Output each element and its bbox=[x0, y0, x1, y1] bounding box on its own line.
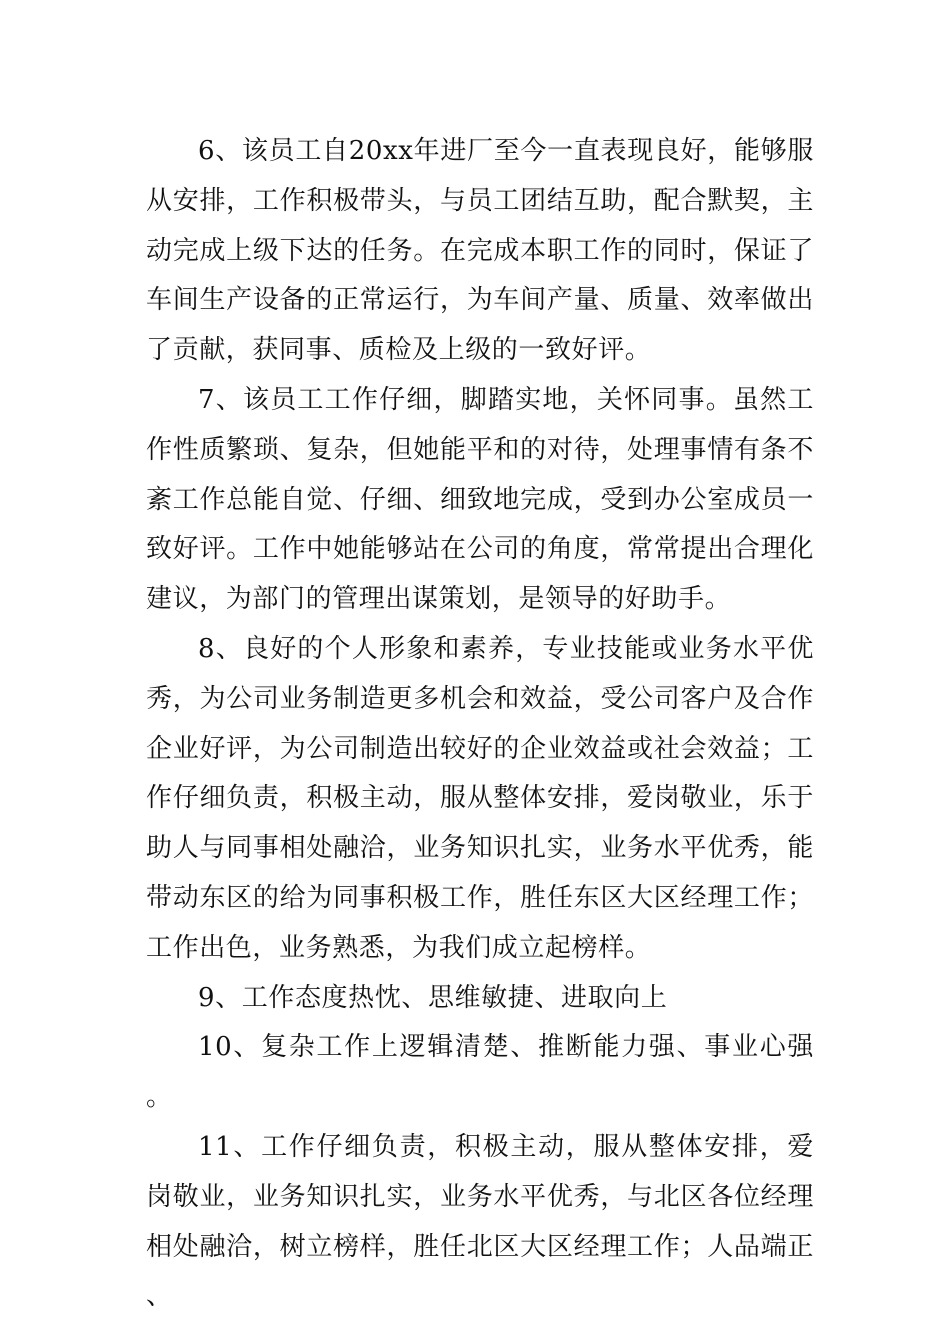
paragraph-8: 8、良好的个人形象和素养，专业技能或业务水平优秀，为公司业务制造更多机会和效益，受公司客户及合作企业好评，为公司制造出较好的企业效益或社会效益；工作仔细负责，积极主动，服从整体安排，爱岗敬业，乐于助人与同事相处融洽，业务知识扎实，业务水平优秀，能带动东区的给为同事积极工作，胜任东区大区经理工作；工作出色，业务熟悉，为我们成立起榜样。 bbox=[146, 633, 814, 963]
paragraph-11: 11、工作仔细负责，积极主动，服从整体安排，爱岗敬业，业务知识扎实，业务水平优秀，与北区各位经理相处融洽，树立榜样，胜任北区大区经理工作；人品端正、 bbox=[146, 1131, 814, 1312]
paragraph-9: 9、工作态度热忱、思维敏捷、进取向上 bbox=[198, 982, 668, 1013]
paragraph-10: 10、复杂工作上逻辑清楚、推断能力强、事业心强。 bbox=[146, 1032, 814, 1113]
document-body bbox=[146, 127, 814, 1322]
paragraph-6: 6、该员工自20xx年进厂至今一直表现良好，能够服从安排，工作积极带头，与员工团结互助，配合默契，主动完成上级下达的任务。在完成本职工作的同时，保证了车间生产设备的正常运行，为车间产量、质量、效率做出了贡献，获同事、质检及上级的一致好评。 bbox=[146, 136, 814, 366]
paragraph-7: 7、该员工工作仔细，脚踏实地，关怀同事。虽然工作性质繁琐、复杂，但她能平和的对待，处理事情有条不紊工作总能自觉、仔细、细致地完成，受到办公室成员一致好评。工作中她能够站在公司的角度，常常提出合理化建议，为部门的管理出谋策划，是领导的好助手。 bbox=[146, 384, 814, 615]
